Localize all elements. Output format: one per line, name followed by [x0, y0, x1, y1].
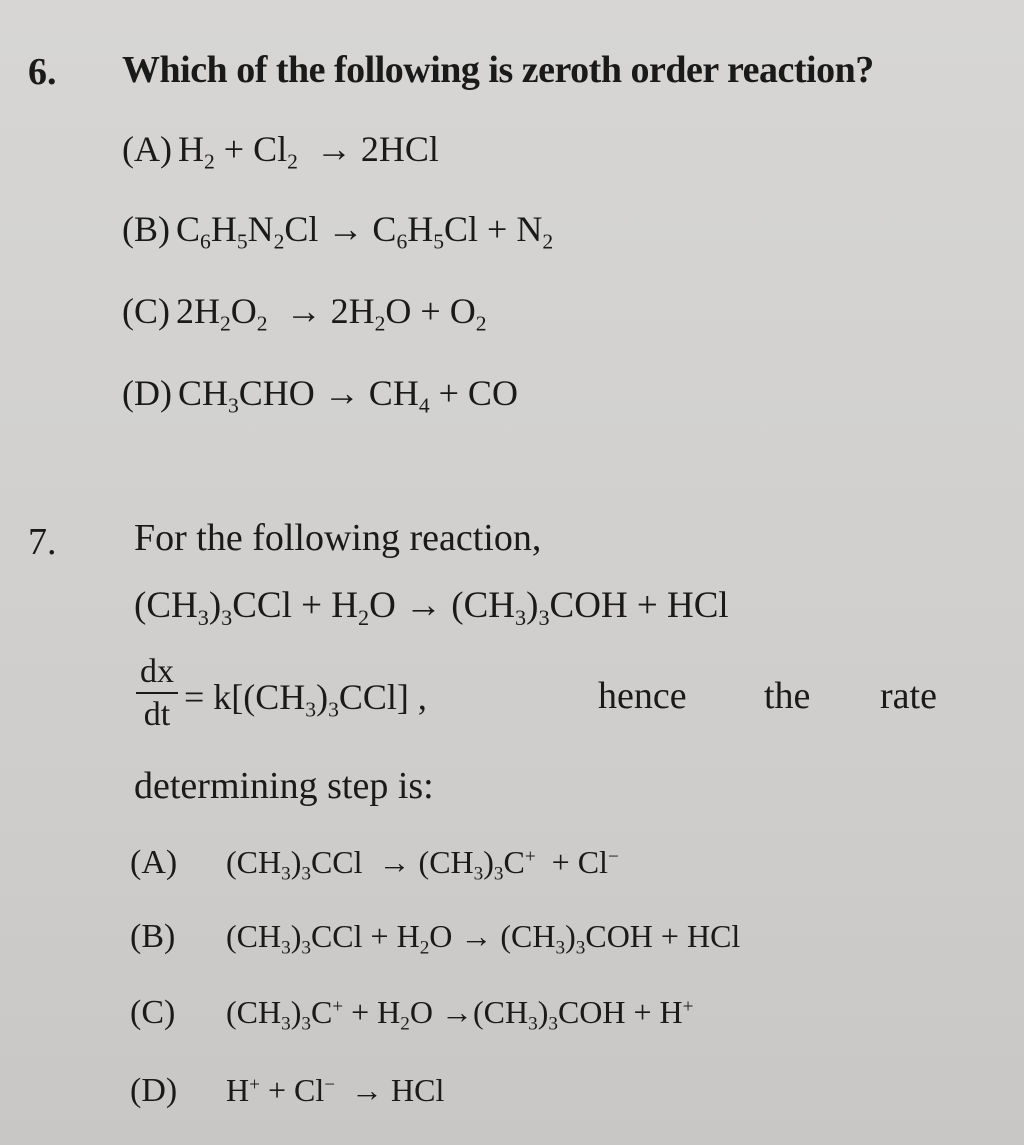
q7-option-c-equation: $(CH_3)_3C^+ + H_2O \to(CH_3)_3COH + H^+$	[226, 994, 694, 1035]
q6-option-b-label: (B)	[122, 209, 170, 249]
q7-option-d-label: (D)	[130, 1072, 178, 1109]
question-6-number: 6.	[28, 51, 57, 93]
question-7-intro: For the following reaction,	[134, 517, 542, 559]
q7-option-d[interactable]	[130, 1072, 444, 1110]
rate-fraction	[134, 652, 180, 736]
q7-option-a-label: (A)	[130, 844, 178, 881]
q6-option-c-equation: $2H_2O_2 \to 2H_2O + O_2$	[176, 291, 487, 336]
q7-option-c-label: (C)	[130, 994, 176, 1031]
q6-option-d-label: (D)	[122, 373, 172, 413]
q7-option-c[interactable]	[130, 994, 694, 1035]
q7-option-b-label: (B)	[130, 918, 176, 955]
q7-option-b-equation: $(CH_3)_3CCl + H_2O \to (CH_3)_3COH$ + HCl	[226, 918, 741, 959]
rate-law: = $k[(CH_3)_3CCl]$ ,	[184, 677, 427, 722]
word-hence: hence	[598, 675, 687, 717]
q6-option-b[interactable]	[122, 208, 554, 254]
q6-option-a-equation: $H_2 + Cl_2 \to 2HCl$	[177, 129, 439, 174]
q7-option-a[interactable]	[130, 844, 619, 885]
q7-option-b[interactable]	[130, 918, 741, 959]
question-7-number: 7.	[28, 521, 57, 563]
q6-option-d-equation: $CH_3CHO \to CH_4$ + CO	[177, 373, 518, 418]
q6-option-a-label: (A)	[122, 129, 172, 169]
q7-option-a-equation: $(CH_3)_3CCl \to (CH_3)_3C^+ + Cl^-$	[226, 844, 619, 885]
q6-option-c[interactable]	[122, 290, 487, 336]
rate-denominator: dt	[143, 696, 171, 733]
q6-option-d[interactable]	[122, 372, 518, 418]
word-the: the	[764, 675, 811, 717]
rate-numerator: dx	[140, 653, 174, 690]
q7-option-d-equation: H+ + Cl− → HCl	[226, 1072, 445, 1108]
q6-option-a[interactable]	[122, 128, 439, 174]
q6-option-c-label: (C)	[122, 291, 170, 331]
question-7-reaction: $(CH_3)_3CCl + H_2O \to (CH_3)_3COH$ + HCl	[134, 585, 729, 630]
q6-option-b-equation: $C_6H_5N_2Cl \to C_6H_5Cl + N_2$	[176, 209, 554, 254]
question-6-text: Which of the following is zeroth order reaction?	[122, 49, 874, 91]
question-7-tail: determining step is:	[134, 765, 434, 807]
word-rate: rate	[880, 675, 937, 717]
